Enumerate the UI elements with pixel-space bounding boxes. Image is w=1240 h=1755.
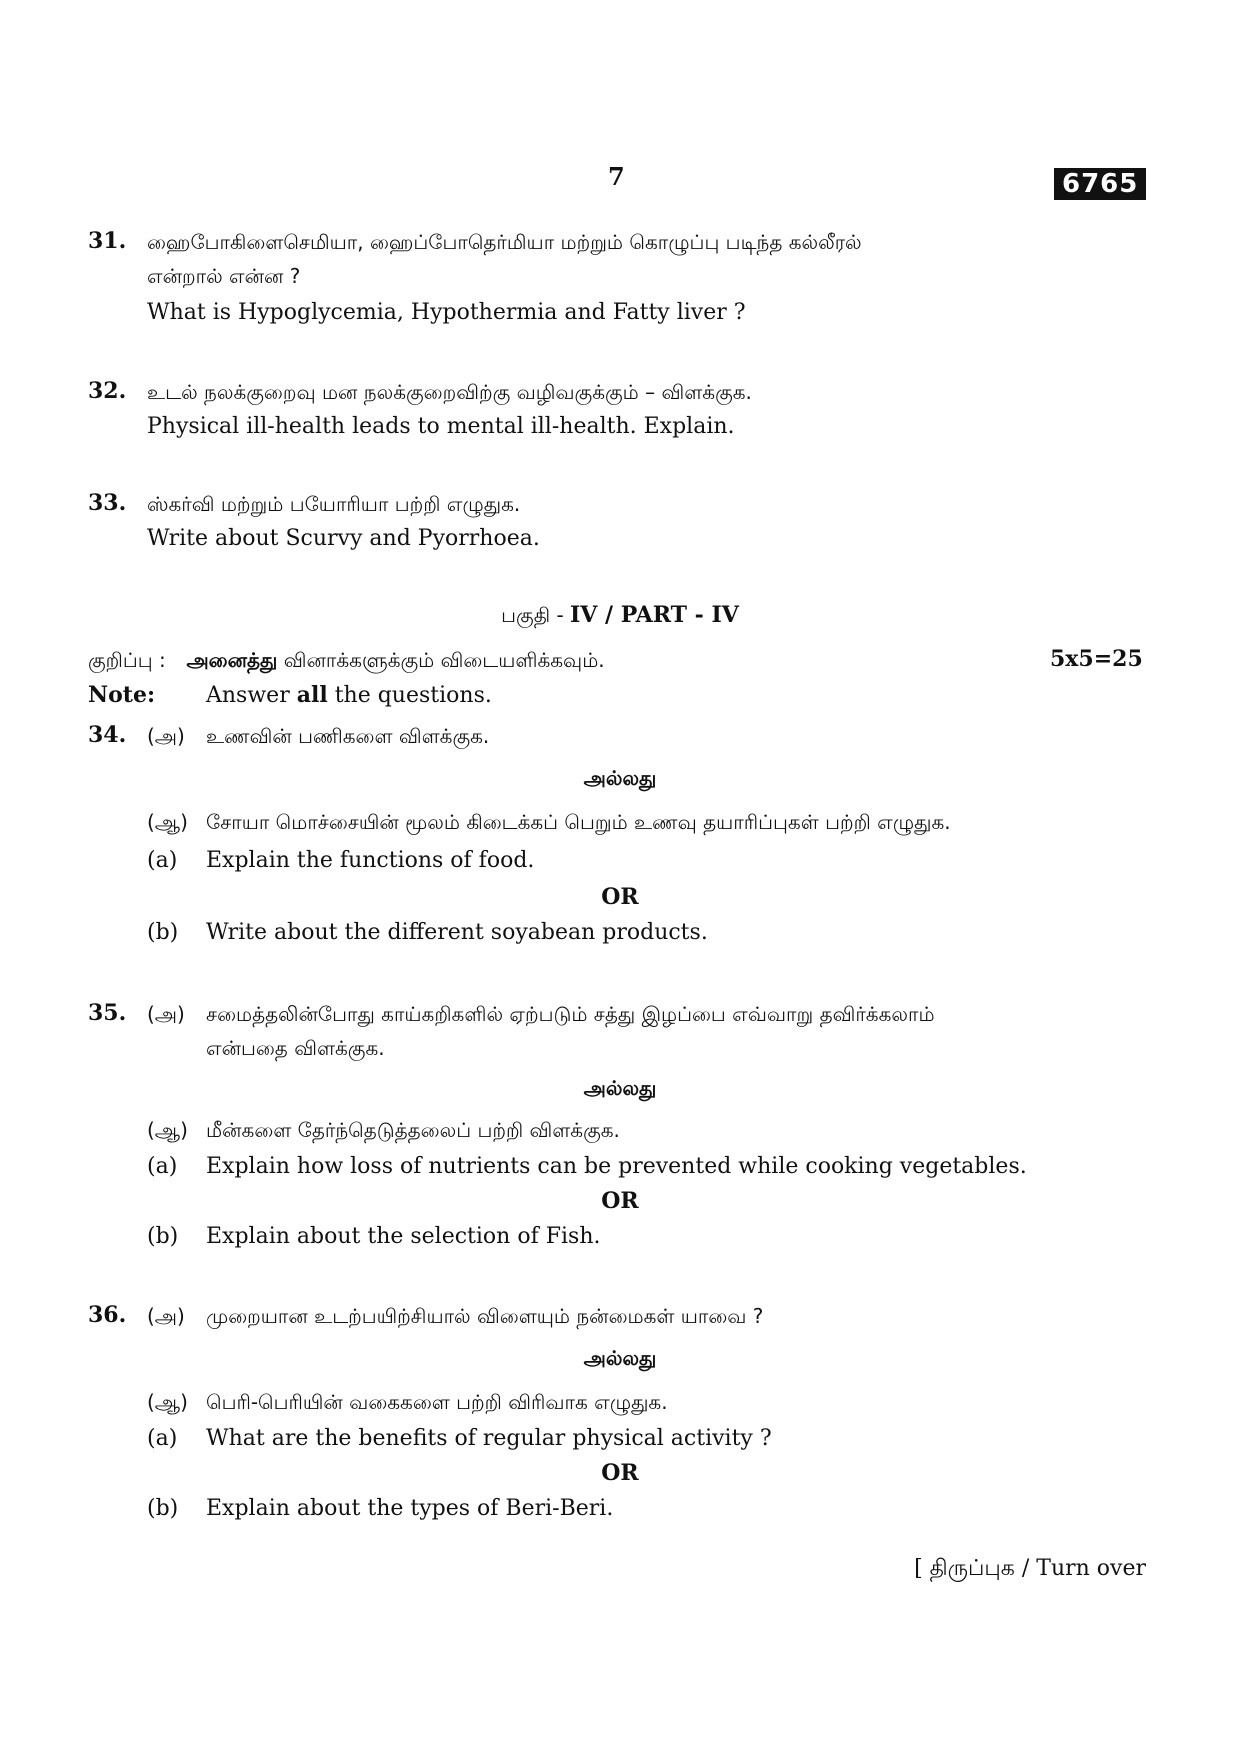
option-tamil-text: உணவின் பணிகளை விளக்குக. xyxy=(206,724,490,748)
question-tamil-text: என்றால் என்ன ? xyxy=(147,264,301,288)
option-tamil-label: (அ) xyxy=(147,1002,185,1026)
question-english-text: What is Hypoglycemia, Hypothermia and Fatty liver ? xyxy=(147,300,746,325)
or-tamil: அல்லது xyxy=(583,766,657,790)
option-tamil-label: (அ) xyxy=(147,1304,185,1328)
option-label: (b) xyxy=(147,1224,179,1249)
option-label: (a) xyxy=(147,848,178,873)
note-post: the questions. xyxy=(334,683,492,708)
option-tamil-label: (ஆ) xyxy=(147,1118,188,1142)
option-english-text: Explain how loss of nutrients can be prevented while cooking vegetables. xyxy=(206,1154,1027,1179)
option-tamil-text: முறையான உடற்பயிற்சியால் விளையும் நன்மைகள் யாவை ? xyxy=(206,1304,764,1328)
option-label: (b) xyxy=(147,920,179,945)
option-label: (a) xyxy=(147,1154,178,1179)
or-tamil: அல்லது xyxy=(583,1076,657,1100)
note-emphasis: all xyxy=(296,682,328,708)
question-english-text: Write about Scurvy and Pyorrhoea. xyxy=(147,526,540,551)
note-text xyxy=(206,682,492,708)
option-tamil-label: (அ) xyxy=(147,724,185,748)
question-number: 31. xyxy=(88,228,127,254)
marks-scheme: 5x5=25 xyxy=(1050,646,1143,672)
note-tamil-rest: வினாக்களுக்கும் விடையளிக்கவும். xyxy=(283,648,605,672)
or-english: OR xyxy=(601,884,639,910)
option-english-text: Write about the different soyabean products. xyxy=(206,920,708,945)
part-heading-english: IV / PART - IV xyxy=(570,602,739,628)
note-label: Note: xyxy=(88,682,156,708)
question-tamil-text: ஹைபோகிளைசெமியா, ஹைப்போதெர்மியா மற்றும் கொழுப்பு படிந்த கல்லீரல் xyxy=(147,230,862,254)
option-tamil-text: மீன்களை தேர்ந்தெடுத்தலைப் பற்றி விளக்குக. xyxy=(206,1118,620,1142)
option-english-text: Explain about the types of Beri-Beri. xyxy=(206,1496,614,1521)
option-tamil-text: சோயா மொச்சையின் மூலம் கிடைக்கப் பெறும் உணவு தயாரிப்புகள் பற்றி எழுதுக. xyxy=(206,810,951,834)
part-heading-tamil: பகுதி - xyxy=(501,603,571,627)
option-tamil-label: (ஆ) xyxy=(147,1390,188,1414)
option-tamil-text: சமைத்தலின்போது காய்கறிகளில் ஏற்படும் சத்து இழப்பை எவ்வாறு தவிர்க்கலாம் xyxy=(206,1002,935,1026)
question-number: 36. xyxy=(88,1302,127,1328)
part-heading xyxy=(0,602,1240,630)
question-english-text: Physical ill-health leads to mental ill-health. Explain. xyxy=(147,414,735,439)
option-english-text: Explain the functions of food. xyxy=(206,848,535,873)
note-tamil-emphasis: அனைத்து xyxy=(186,648,278,672)
option-english-text: Explain about the selection of Fish. xyxy=(206,1224,601,1249)
note-pre: Answer xyxy=(206,683,290,708)
option-tamil-text: பெரி-பெரியின் வகைகளை பற்றி விரிவாக எழுதுக. xyxy=(206,1390,668,1414)
option-tamil-text: என்பதை விளக்குக. xyxy=(206,1036,385,1060)
note-tamil xyxy=(88,648,605,675)
page-number: 7 xyxy=(608,162,625,191)
or-english: OR xyxy=(601,1460,639,1486)
or-tamil: அல்லது xyxy=(583,1346,657,1370)
option-english-text: What are the benefits of regular physical activity ? xyxy=(206,1426,772,1451)
question-number: 32. xyxy=(88,378,127,404)
question-number: 35. xyxy=(88,1000,127,1026)
question-tamil-text: ஸ்கர்வி மற்றும் பயோரியா பற்றி எழுதுக. xyxy=(147,492,521,516)
option-tamil-label: (ஆ) xyxy=(147,810,188,834)
option-label: (b) xyxy=(147,1496,179,1521)
question-number: 34. xyxy=(88,722,127,748)
question-tamil-text: உடல் நலக்குறைவு மன நலக்குறைவிற்கு வழிவகுக்கும் – விளக்குக. xyxy=(147,380,752,404)
turn-over-note: [ திருப்புக / Turn over xyxy=(914,1556,1146,1581)
question-number: 33. xyxy=(88,490,127,516)
note-tamil-label: குறிப்பு : xyxy=(88,648,166,672)
or-english: OR xyxy=(601,1188,639,1214)
paper-code-badge: 6765 xyxy=(1054,168,1146,200)
option-label: (a) xyxy=(147,1426,178,1451)
